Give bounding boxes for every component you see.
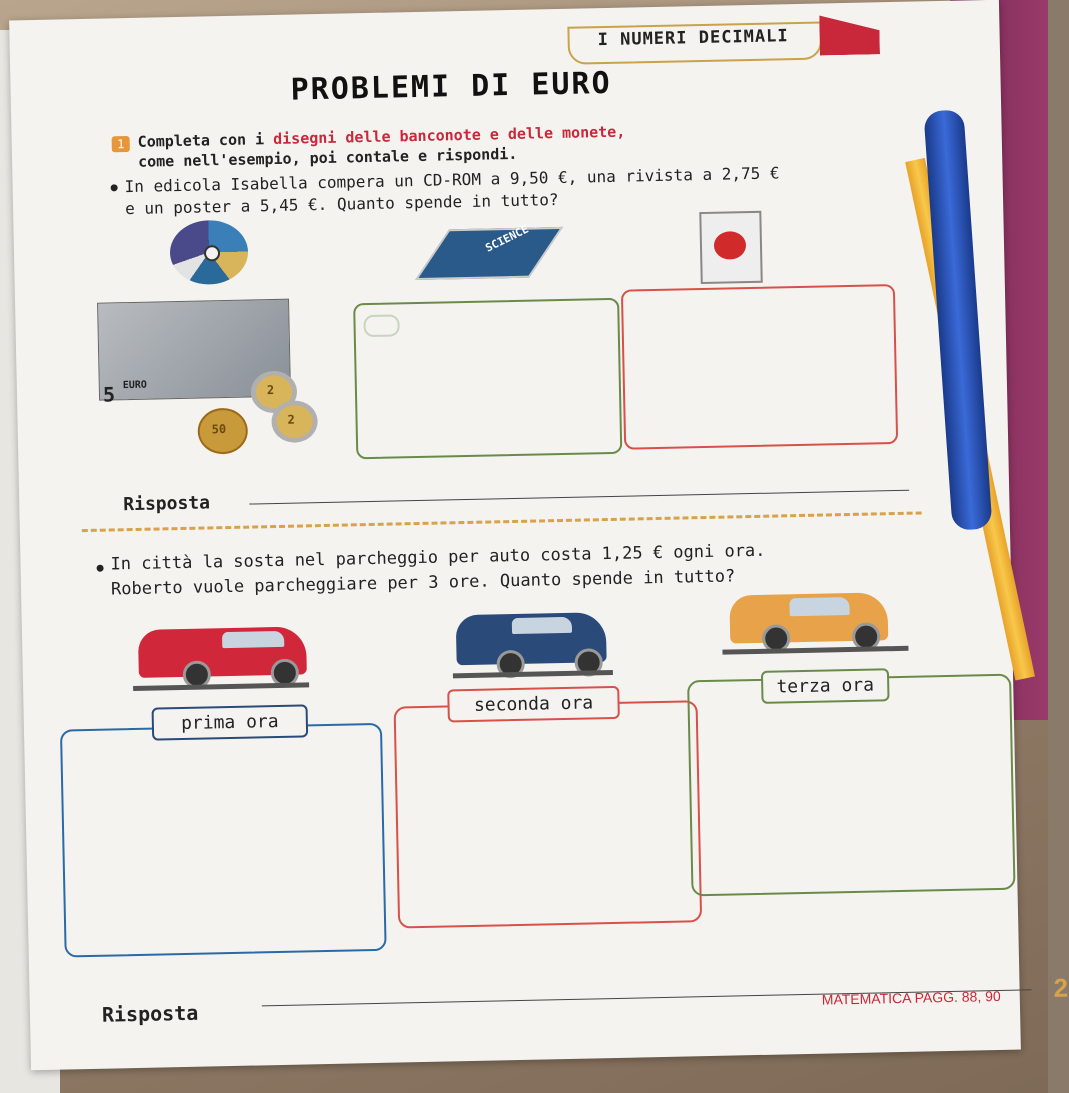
coin-b-value: 2	[287, 412, 295, 427]
page-number: 2	[1053, 972, 1069, 1003]
label-third-hour: terza ora	[761, 668, 890, 704]
drawing-box-red[interactable]	[621, 284, 898, 450]
answer1-line[interactable]	[249, 490, 909, 505]
problem2-text	[110, 537, 831, 602]
problem2-line1: In città la sosta nel parcheggio per auto costa 1,25 € ogni ora.	[110, 540, 766, 575]
label-first-hour: prima ora	[152, 704, 309, 740]
section-title: I NUMERI DECIMALI	[597, 26, 789, 51]
drawing-box-second-hour[interactable]	[394, 700, 703, 928]
footer-reference: MATEMATICA PAGG. 88, 90	[821, 987, 1001, 1008]
car-window	[789, 597, 849, 616]
magazine-label: SCIENCE	[483, 222, 531, 255]
road-line	[453, 670, 613, 678]
answer1-label: Risposta	[123, 492, 211, 516]
page-title: PROBLEMI DI EURO	[290, 65, 612, 108]
dashed-separator	[82, 511, 922, 532]
instruction-part-a: Completa con i	[137, 129, 274, 151]
problem1-line1: In edicola Isabella compera un CD-ROM a 9,50 €, una rivista a 2,75 €	[124, 163, 780, 197]
drawing-box-third-hour[interactable]	[687, 674, 1015, 897]
bullet-icon	[111, 184, 118, 191]
road-line	[133, 682, 309, 691]
coin-c-value: 50	[211, 422, 227, 437]
road-line	[722, 646, 908, 655]
answer2-label: Risposta	[101, 1000, 199, 1027]
car-window	[222, 631, 284, 648]
problem2-line2: Roberto vuole parcheggiare per 3 ore. Quanto spende in tutto?	[110, 566, 736, 600]
example-shape	[363, 314, 399, 337]
bullet-icon	[97, 565, 104, 572]
drawing-box-first-hour[interactable]	[60, 723, 387, 958]
exercise-number: 1	[112, 136, 130, 152]
coin-50-cent-icon	[197, 408, 248, 455]
label-second-hour: seconda ora	[447, 686, 620, 723]
banknote-value: 5	[102, 382, 116, 407]
instruction-part-c: come nell'esempio, poi contale e rispondi.	[137, 144, 518, 171]
coin-2-euro-icon	[271, 400, 318, 443]
banknote-unit: EURO	[122, 379, 147, 392]
red-corner-decoration	[819, 14, 880, 55]
car-window	[512, 617, 572, 634]
coin-a-value: 2	[266, 383, 275, 398]
instruction-part-b: disegni delle banconote e delle monete,	[272, 122, 626, 148]
problem1-line2: e un poster a 5,45 €. Quanto spende in tutto?	[124, 190, 559, 219]
workbook-page	[9, 0, 1069, 1070]
